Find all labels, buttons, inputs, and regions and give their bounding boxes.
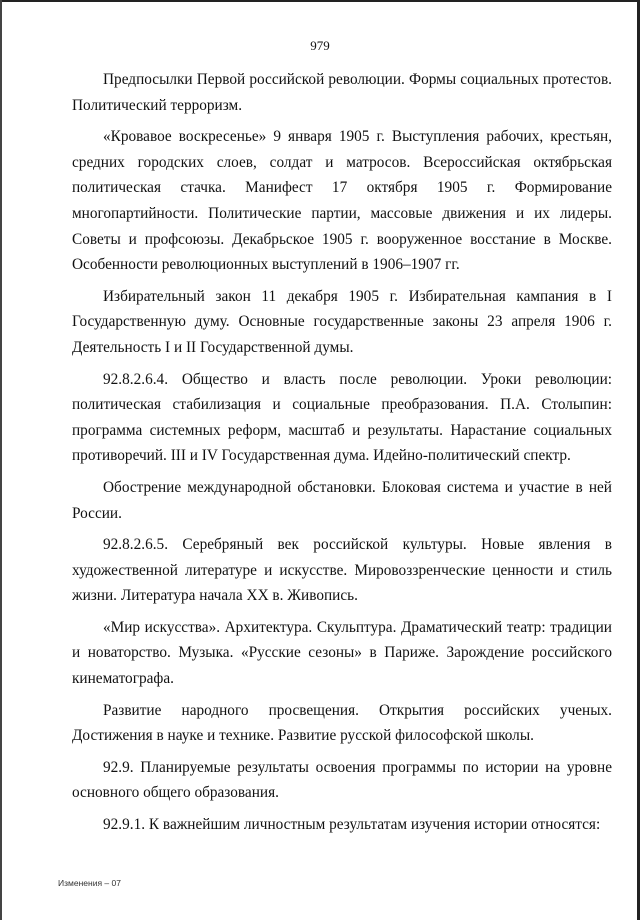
paragraph-world-of-art: «Мир искусства». Архитектура. Скульптура. Драматический театр: традиции и новаторство. Музыка. «Русские сезоны» в Париже. Зарождение российского кинематографа. [72,618,612,688]
paragraph-section-92-8-2-6-5: 92.8.2.6.5. Серебряный век российской культуры. Новые явления в художественной литературе и искусстве. Мировоззренческие ценности и стиль жизни. Литература начала XX в. Живопись. [72,536,612,605]
page-edge-left [0,0,2,920]
footer-changes-note: Изменения – 07 [58,878,121,888]
document-body [72,67,612,844]
paragraph-section-92-9-1: 92.9.1. К важнейшим личностным результатам изучения истории относятся: [103,816,601,834]
paragraph-international-situation: Обострение международной обстановки. Блоковая система и участие в ней России. [72,478,612,522]
page-edge-top [0,0,640,2]
paragraph-electoral-law: Избирательный закон 11 декабря 1905 г. Избирательная кампания в I Государственную думу. Основные государственные законы 23 апреля 1906 г. Деятельность I и II Государственной думы. [72,287,612,356]
paragraph-section-92-9: 92.9. Планируемые результаты освоения программы по истории на уровне основного общего образования. [72,758,612,802]
paragraph-prerequisites: Предпосылки Первой российской революции. Формы социальных протестов. Политический терроризм. [72,71,612,114]
paragraph-bloody-sunday: «Кровавое воскресенье» 9 января 1905 г. Выступления рабочих, крестьян, средних городских слоев, солдат и матросов. Всероссийская октябрьская политическая стачка. Манифест 17 октября 1905 г. Формирование многопартийности. Политические партии, массовые движения и их лидеры. Советы и профсоюзы. Декабрьское 1905 г. вооруженное восстание в Москве. Особенности революционных выступлений в 1906–1907 гг. [72,128,612,274]
paragraph-public-education: Развитие народного просвещения. Открытия российских ученых. Достижения в науке и технике. Развитие русской философской школы. [72,701,612,745]
page-number: 979 [310,38,330,53]
paragraph-section-92-8-2-6-4: 92.8.2.6.4. Общество и власть после революции. Уроки революции: политическая стабилизация и социальные преобразования. П.А. Столыпин: программа системных реформ, масштаб и результаты. Нарастание социальных противоречий. III и IV Государственная дума. Идейно-политический спектр. [72,370,612,465]
